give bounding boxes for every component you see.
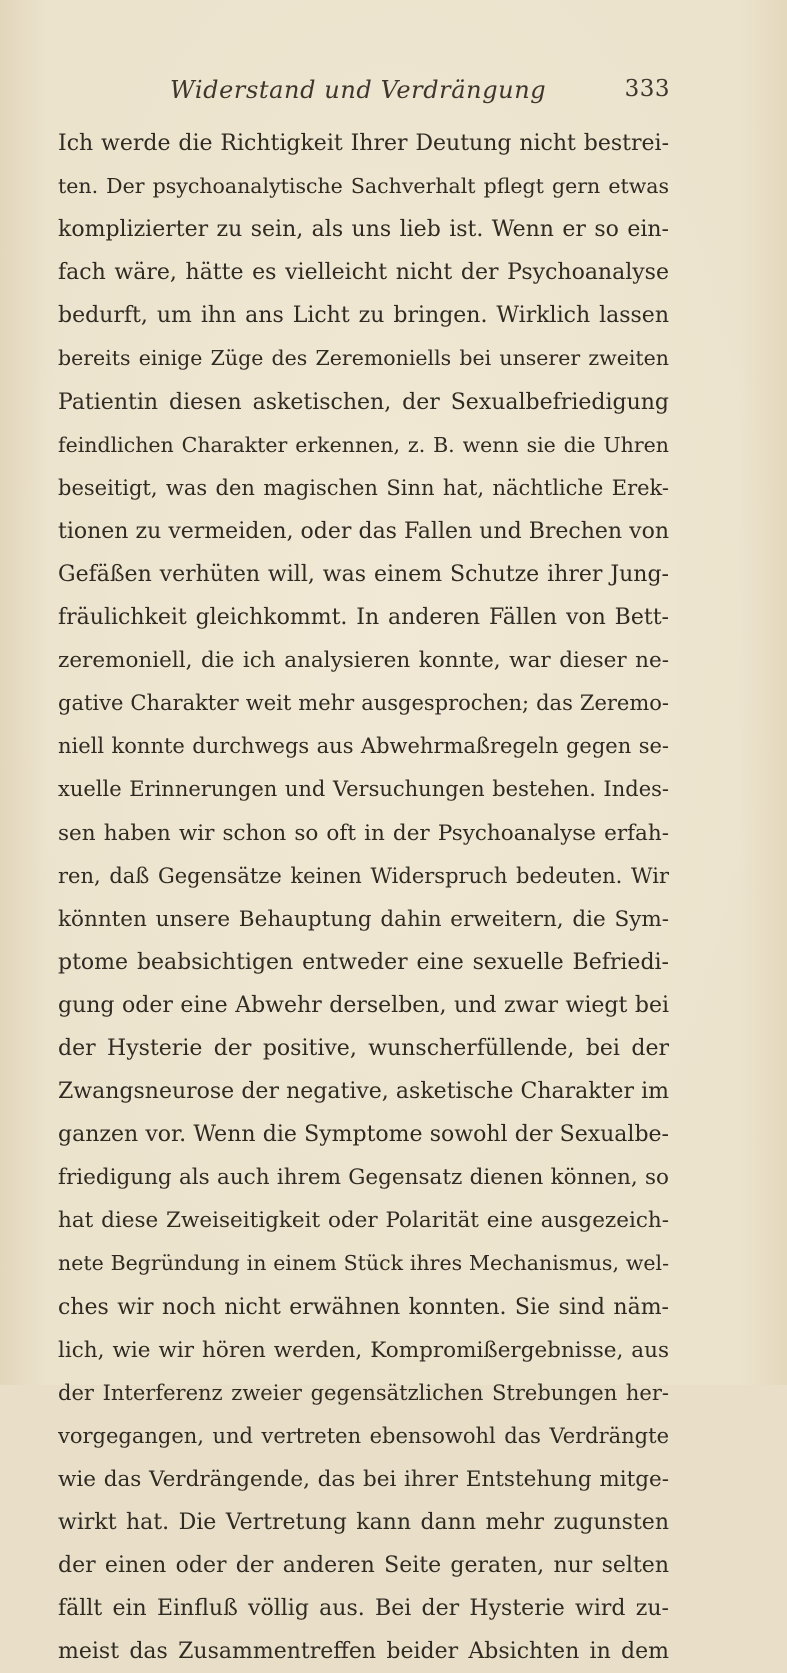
- page-number: 333: [624, 76, 670, 102]
- text-line: Zwangsneurose der negative, asketische Charakter im: [58, 1079, 669, 1105]
- running-head: [170, 76, 670, 116]
- text-line: fräulichkeit gleichkommt. In anderen Fällen von Bett-: [58, 605, 669, 631]
- text-line: tionen zu vermeiden, oder das Fallen und Brechen von: [58, 518, 669, 544]
- text-line: wirkt hat. Die Vertretung kann dann mehr zugunsten: [58, 1510, 669, 1535]
- text-line: meist das Zusammentreffen beider Absichten in dem: [58, 1639, 669, 1665]
- text-line: friedigung als auch ihrem Gegensatz dienen können, so: [58, 1165, 669, 1191]
- text-line: lich, wie wir hören werden, Kompromißergebnisse, aus: [58, 1337, 669, 1363]
- text-line: feindlichen Charakter erkennen, z. B. wenn sie die Uhren: [58, 432, 669, 457]
- text-line: ptome beabsichtigen entweder eine sexuelle Befriedi-: [58, 949, 669, 975]
- text-line: wie das Verdrängende, das bei ihrer Entstehung mitge-: [58, 1466, 669, 1492]
- text-line: komplizierter zu sein, als uns lieb ist. Wenn er so ein-: [58, 217, 669, 243]
- text-line: ches wir noch nicht erwähnen konnten. Sie sind näm-: [58, 1294, 669, 1320]
- text-line: vorgegangen, und vertreten ebensowohl das Verdrängte: [58, 1423, 669, 1448]
- text-line: bereits einige Züge des Zeremoniells bei unserer zweiten: [58, 346, 669, 371]
- text-line: bedurft, um ihn ans Licht zu bringen. Wirklich lassen: [58, 303, 669, 329]
- text-line: hat diese Zweiseitigkeit oder Polarität eine ausgezeich-: [58, 1208, 669, 1234]
- text-line: Ich werde die Richtigkeit Ihrer Deutung nicht bestrei-: [58, 131, 669, 156]
- text-line: der einen oder der anderen Seite geraten, nur selten: [58, 1553, 669, 1579]
- text-line: gung oder eine Abwehr derselben, und zwar wiegt bei: [58, 992, 669, 1018]
- text-line: gative Charakter weit mehr ausgesprochen; das Zeremo-: [58, 691, 669, 716]
- text-line: Patientin diesen asketischen, der Sexualbefriedigung: [58, 389, 669, 415]
- text-line: sen haben wir schon so oft in der Psychoanalyse erfah-: [58, 820, 669, 846]
- body-text: [58, 122, 669, 1673]
- text-line: ten. Der psychoanalytische Sachverhalt pflegt gern etwas: [58, 174, 669, 199]
- text-line: ganzen vor. Wenn die Symptome sowohl der Sexualbe-: [58, 1122, 669, 1148]
- text-line: fach wäre, hätte es vielleicht nicht der Psychoanalyse: [58, 260, 669, 286]
- text-line: ren, daß Gegensätze keinen Widerspruch bedeuten. Wir: [58, 863, 669, 888]
- text-line: der Hysterie der positive, wunscherfüllende, bei der: [58, 1035, 669, 1061]
- text-line: zeremoniell, die ich analysieren konnte, war dieser ne-: [58, 648, 669, 674]
- running-title: Widerstand und Verdrängung: [170, 76, 547, 104]
- text-line: nete Begründung in einem Stück ihres Mechanismus, wel-: [58, 1251, 669, 1276]
- text-line: beseitigt, was den magischen Sinn hat, nächtliche Erek-: [58, 475, 669, 500]
- text-line: xuelle Erinnerungen und Versuchungen bestehen. Indes-: [58, 777, 669, 802]
- text-line: könnten unsere Behauptung dahin erweitern, die Sym-: [58, 906, 669, 932]
- text-line: der Interferenz zweier gegensätzlichen Strebungen her-: [58, 1380, 669, 1405]
- text-line: fällt ein Einfluß völlig aus. Bei der Hysterie wird zu-: [58, 1596, 669, 1622]
- text-line: Gefäßen verhüten will, was einem Schutze ihrer Jung-: [58, 561, 669, 587]
- text-line: niell konnte durchwegs aus Abwehrmaßregeln gegen se-: [58, 734, 669, 759]
